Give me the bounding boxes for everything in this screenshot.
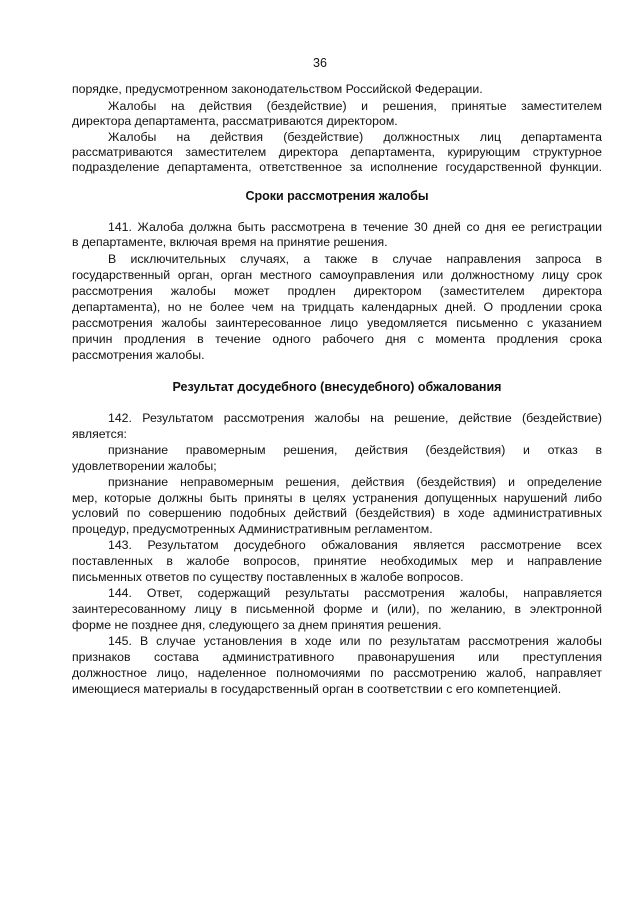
text-line: имеющиеся материалы в государственный орган в соответствии с его компетенцией. — [72, 682, 562, 696]
text-line: Жалобы на действия (бездействие) и решения, принятые заместителем — [108, 99, 602, 113]
text-line: причин продления в течение одного рабочего дня с момента продления срока — [72, 332, 602, 346]
text-line: удовлетворении жалобы; — [72, 459, 217, 473]
text-line: признание неправомерным решения, действия (бездействия) и определение — [108, 475, 602, 489]
text-line: департамента), но не более чем на тридцать календарных дней. О продлении срока — [72, 300, 602, 314]
text-line: поставленных в жалобе вопросов, принятие необходимых мер и направление — [72, 554, 602, 568]
text-line: государственный орган, орган местного самоуправления или должностному лицу срок — [72, 268, 602, 282]
text-line: условий по совершению подобных действий (бездействия) в ходе административных — [72, 506, 602, 520]
text-line: форме не позднее дня, следующего за днем принятия решения. — [72, 618, 442, 632]
section-heading: Сроки рассмотрения жалобы — [245, 189, 429, 203]
text-line: процедур, предусмотренных Административным регламентом. — [72, 522, 433, 536]
text-line: признаков состава административного правонарушения или преступления — [72, 650, 602, 664]
text-line: порядке, предусмотренном законодательством Российской Федерации. — [72, 82, 483, 96]
text-line: подразделение департамента, ответственное за исполнение государственной функции. — [72, 160, 602, 174]
text-line: признание правомерным решения, действия (бездействия) и отказ в — [108, 443, 602, 457]
text-line: должностное лицо, наделенное полномочиями по рассмотрению жалоб, направляет — [72, 666, 602, 680]
text-line: рассмотрения жалобы может продлен директором (заместителем директора — [72, 284, 602, 298]
text-line: письменных ответов по существу поставленных в жалобе вопросов. — [72, 570, 464, 584]
text-line: 144. Ответ, содержащий результаты рассмотрения жалобы, направляется — [108, 586, 602, 600]
page-number: 36 — [313, 56, 327, 70]
text-line: директора департамента, рассматриваются директором. — [72, 114, 398, 128]
text-line: является: — [72, 427, 127, 441]
text-line: мер, которые должны быть приняты в целях устранения допущенных нарушений либо — [72, 491, 602, 505]
text-line: 141. Жалоба должна быть рассмотрена в течение 30 дней со дня ее регистрации — [108, 220, 602, 234]
text-line: 142. Результатом рассмотрения жалобы на решение, действие (бездействие) — [108, 411, 602, 425]
text-line: 145. В случае установления в ходе или по результатам рассмотрения жалобы — [108, 634, 602, 648]
text-line: рассматриваются заместителем директора департамента, курирующим структурное — [72, 145, 602, 159]
section-heading: Результат досудебного (внесудебного) обжалования — [172, 380, 502, 394]
text-line: рассмотрения жалобы заинтересованное лицо уведомляется письменно с указанием — [72, 316, 602, 330]
text-line: 143. Результатом досудебного обжалования является рассмотрение всех — [108, 538, 602, 552]
text-line: заинтересованному лицу в письменной форме и (или), по желанию, в электронной — [72, 602, 602, 616]
text-line: рассмотрения жалобы. — [72, 348, 205, 362]
text-line: В исключительных случаях, а также в случае направления запроса в — [108, 252, 602, 266]
text-line: в департаменте, включая время на принятие решения. — [72, 235, 388, 249]
text-line: Жалобы на действия (бездействие) должностных лиц департамента — [108, 130, 602, 144]
